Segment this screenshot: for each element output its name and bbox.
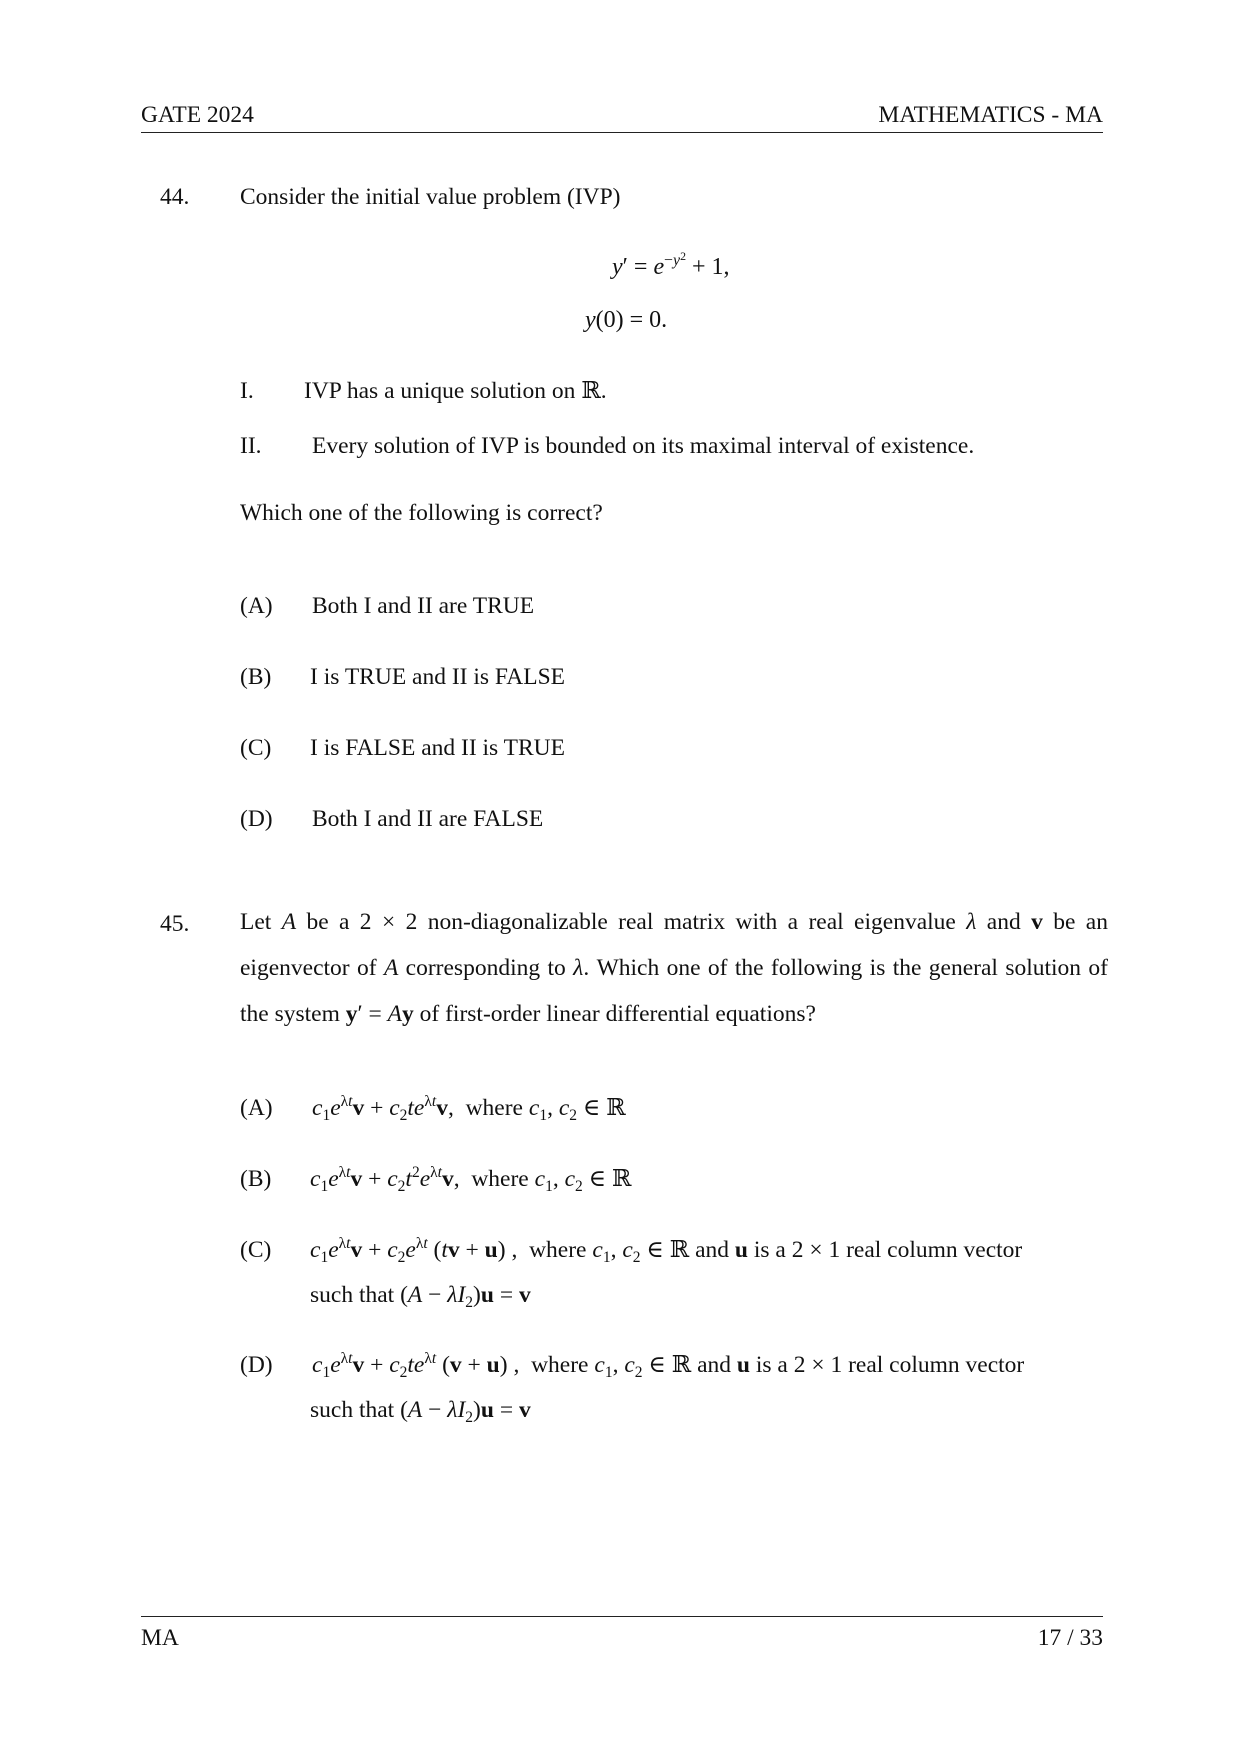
header-left: GATE 2024 [141, 102, 254, 128]
such-that-phrase: such that [310, 1282, 395, 1308]
statement-I-text: IVP has a unique solution on ℝ. [304, 378, 607, 404]
real-column-vector-phrase: real column vector [848, 1352, 1025, 1378]
is-a-word: is a [753, 1237, 786, 1263]
where-word: where [465, 1095, 523, 1121]
question-45-stem: Let A be a 2 × 2 non-diagonalizable real matrix with a real eigenvalue λ and v be an eigenvector of A corresponding to λ. Which one of the following is the general solution of the system y′ = Ay of first-order linear differential equations? [240, 909, 1109, 1027]
option-45-B-text[interactable]: $c_1e^{\lambda t}v + c_2t^2e^{\lambda t}v$, where $c_1$, $c_2$ ∈ ℝ [310, 1164, 632, 1195]
ivp-equation-1: $y' = e^{-y^2} + 1$, [612, 248, 730, 280]
option-45-C-text-line1[interactable]: $c_1e^{\lambda t}v + c_2e^{\lambda t}$ (tv + u) , where $c_1$, $c_2$ ∈ ℝ and u is a 2 × 1 real column vector [310, 1235, 1023, 1266]
option-44-D-label[interactable]: (D) [240, 806, 273, 832]
and-word: and [697, 1352, 731, 1378]
statement-I-label: I. [240, 378, 254, 404]
header-rule [141, 132, 1103, 133]
footer-left: MA [141, 1625, 179, 1651]
ivp-equation-2: y(0) = 0. [585, 307, 668, 333]
option-44-C-text[interactable]: I is FALSE and II is TRUE [310, 735, 566, 761]
option-44-A-text[interactable]: Both I and II are TRUE [312, 593, 535, 619]
option-45-D-label[interactable]: (D) [240, 1352, 273, 1378]
and-word: and [695, 1237, 729, 1263]
option-44-B-label[interactable]: (B) [240, 664, 272, 690]
option-44-C-label[interactable]: (C) [240, 735, 272, 761]
option-45-D-text-line1[interactable]: $c_1e^{\lambda t}v + c_2te^{\lambda t}$ (v + u) , where $c_1$, $c_2$ ∈ ℝ and u is a 2 × 1 real column vector [312, 1350, 1025, 1381]
option-44-A-label[interactable]: (A) [240, 593, 273, 619]
option-45-A-text[interactable]: $c_1e^{\lambda t}v + c_2te^{\lambda t}v$, where $c_1$, $c_2$ ∈ ℝ [312, 1093, 626, 1124]
real-column-vector-phrase: real column vector [846, 1237, 1023, 1263]
question-number-45: 45. [160, 911, 190, 937]
statement-II-text: Every solution of IVP is bounded on its maximal interval of existence. [312, 433, 975, 459]
option-45-D-text-line2[interactable]: such that $(A - \lambda I_2)u = v$ [310, 1397, 531, 1426]
option-44-D-text[interactable]: Both I and II are FALSE [312, 806, 544, 832]
question-44-prompt: Which one of the following is correct? [240, 500, 603, 526]
option-45-C-text-line2[interactable]: such that $(A - \lambda I_2)u = v$ [310, 1282, 531, 1311]
header-right: MATHEMATICS - MA [878, 102, 1103, 128]
is-a-word: is a [755, 1352, 788, 1378]
footer-rule [141, 1616, 1103, 1617]
page-number: 17 / 33 [1037, 1625, 1103, 1651]
question-44-intro: Consider the initial value problem (IVP) [240, 184, 621, 210]
option-45-B-label[interactable]: (B) [240, 1166, 272, 1192]
such-that-phrase: such that [310, 1397, 395, 1423]
option-44-B-text[interactable]: I is TRUE and II is FALSE [310, 664, 566, 690]
question-number-44: 44. [160, 184, 190, 210]
option-45-A-label[interactable]: (A) [240, 1095, 273, 1121]
where-word: where [531, 1352, 589, 1378]
statement-II-label: II. [240, 433, 262, 459]
option-45-C-label[interactable]: (C) [240, 1237, 272, 1263]
where-word: where [471, 1166, 529, 1192]
where-word: where [529, 1237, 587, 1263]
